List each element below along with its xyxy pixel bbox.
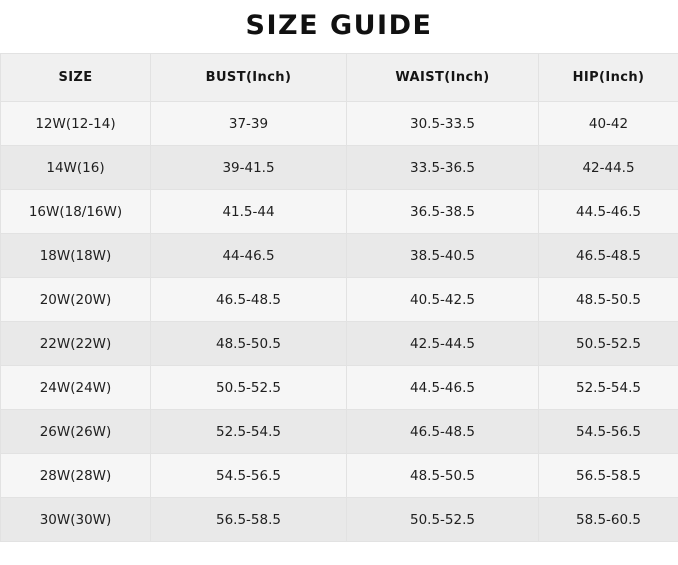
- cell-bust: 52.5-54.5: [151, 410, 347, 454]
- table-row: [1, 366, 678, 410]
- column-header-waist: WAIST(Inch): [347, 54, 539, 102]
- cell-waist: 33.5-36.5: [347, 146, 539, 190]
- cell-bust: 41.5-44: [151, 190, 347, 234]
- cell-hip: 40-42: [539, 102, 678, 146]
- cell-waist: 30.5-33.5: [347, 102, 539, 146]
- cell-bust: 50.5-52.5: [151, 366, 347, 410]
- column-header-hip: HIP(Inch): [539, 54, 678, 102]
- cell-waist: 48.5-50.5: [347, 454, 539, 498]
- cell-bust: 48.5-50.5: [151, 322, 347, 366]
- table-row: [1, 498, 678, 542]
- cell-waist: 50.5-52.5: [347, 498, 539, 542]
- cell-hip: 54.5-56.5: [539, 410, 678, 454]
- cell-hip: 58.5-60.5: [539, 498, 678, 542]
- table-header: [1, 54, 678, 102]
- cell-size: 16W(18/16W): [1, 190, 151, 234]
- cell-bust: 37-39: [151, 102, 347, 146]
- cell-waist: 38.5-40.5: [347, 234, 539, 278]
- cell-size: 30W(30W): [1, 498, 151, 542]
- cell-waist: 36.5-38.5: [347, 190, 539, 234]
- table-row: [1, 322, 678, 366]
- cell-waist: 42.5-44.5: [347, 322, 539, 366]
- cell-hip: 46.5-48.5: [539, 234, 678, 278]
- table-row: [1, 190, 678, 234]
- cell-waist: 46.5-48.5: [347, 410, 539, 454]
- cell-waist: 40.5-42.5: [347, 278, 539, 322]
- table-row: [1, 234, 678, 278]
- cell-bust: 46.5-48.5: [151, 278, 347, 322]
- cell-hip: 44.5-46.5: [539, 190, 678, 234]
- cell-size: 28W(28W): [1, 454, 151, 498]
- column-header-bust: BUST(Inch): [151, 54, 347, 102]
- table-row: [1, 278, 678, 322]
- table-row: [1, 454, 678, 498]
- cell-size: 22W(22W): [1, 322, 151, 366]
- cell-hip: 50.5-52.5: [539, 322, 678, 366]
- cell-hip: 52.5-54.5: [539, 366, 678, 410]
- cell-size: 26W(26W): [1, 410, 151, 454]
- table-body: [1, 102, 678, 542]
- column-header-size: SIZE: [1, 54, 151, 102]
- table-header-row: [1, 54, 678, 102]
- page-title: SIZE GUIDE: [245, 10, 433, 41]
- cell-size: 14W(16): [1, 146, 151, 190]
- cell-hip: 56.5-58.5: [539, 454, 678, 498]
- table-row: [1, 102, 678, 146]
- cell-size: 20W(20W): [1, 278, 151, 322]
- cell-size: 24W(24W): [1, 366, 151, 410]
- table-row: [1, 146, 678, 190]
- cell-size: 12W(12-14): [1, 102, 151, 146]
- table-row: [1, 410, 678, 454]
- cell-hip: 48.5-50.5: [539, 278, 678, 322]
- cell-hip: 42-44.5: [539, 146, 678, 190]
- cell-bust: 54.5-56.5: [151, 454, 347, 498]
- cell-waist: 44.5-46.5: [347, 366, 539, 410]
- cell-bust: 44-46.5: [151, 234, 347, 278]
- size-guide-table: [0, 53, 678, 542]
- cell-bust: 39-41.5: [151, 146, 347, 190]
- cell-bust: 56.5-58.5: [151, 498, 347, 542]
- cell-size: 18W(18W): [1, 234, 151, 278]
